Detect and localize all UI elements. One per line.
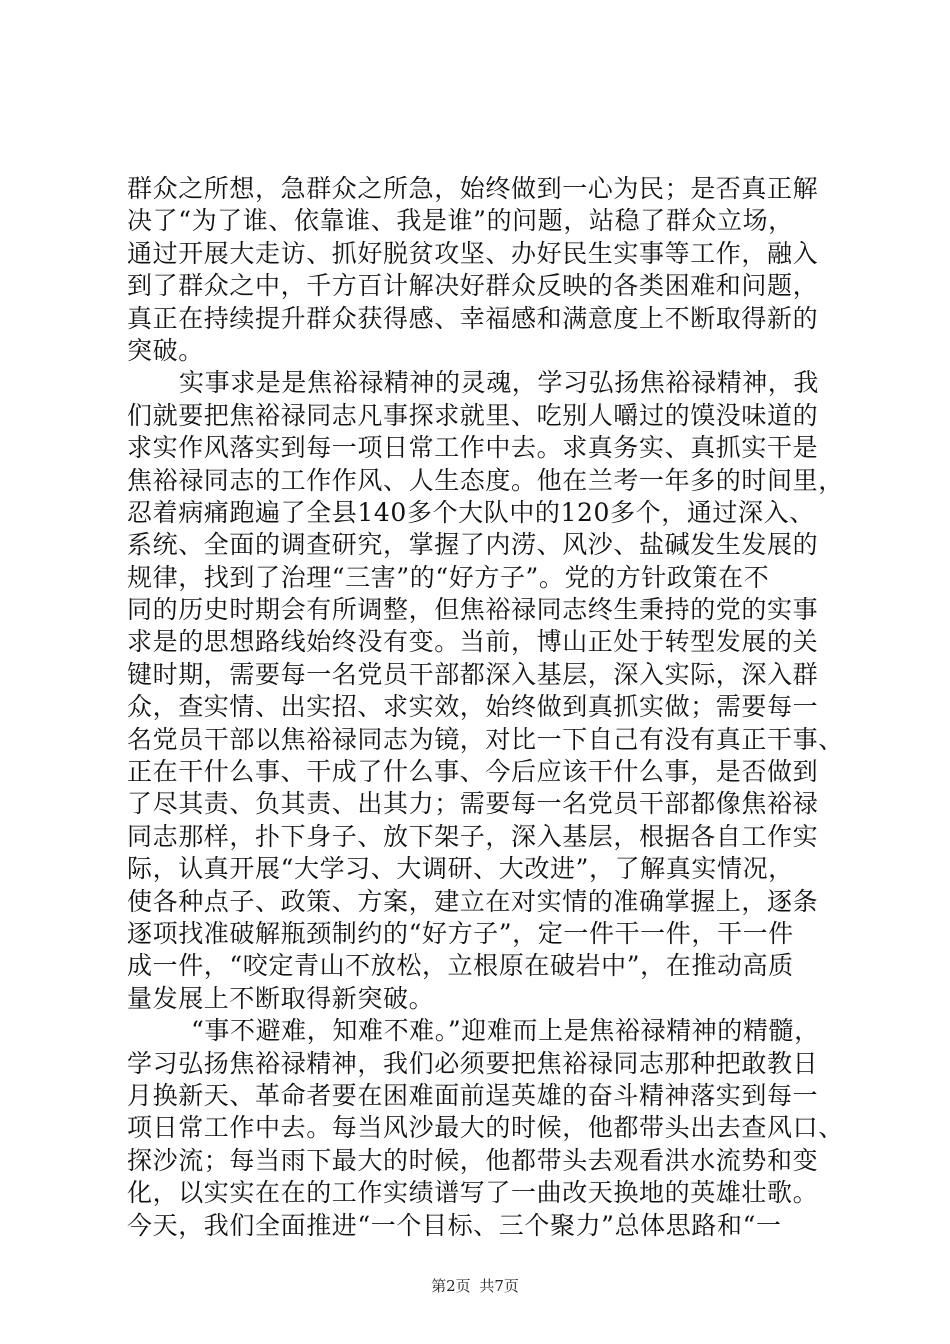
text-line: 突破。 (127, 335, 204, 365)
text-line: 探沙流；每当雨下最大的时候，他都带头去观看洪水流势和变 (127, 1145, 819, 1175)
paragraph-start-line: “事不避难，知难不难。”迎难而上是焦裕禄精神的精髓， (191, 1016, 820, 1046)
text-line: 们就要把焦裕禄同志凡事探求就里、吃别人嚼过的馍没味道的 (127, 400, 819, 430)
text-line: 学习弘扬焦裕禄精神，我们必须要把焦裕禄同志那种把敢教日 (127, 1048, 819, 1078)
text-line: 逐项找准破解瓶颈制约的“好方子”，定一件干一件，干一件 (127, 918, 794, 948)
page-number: 第2页 (431, 1277, 471, 1295)
text-line: 焦裕禄同志的工作作风、人生态度。他在兰考一年多的时间里， (127, 465, 844, 495)
document-body (127, 173, 844, 1242)
text-line: 同志那样，扑下身子、放下架子，深入基层，根据各自工作实 (127, 821, 819, 851)
text-line: 今天，我们全面推进“一个目标、三个聚力”总体思路和“一 (127, 1210, 782, 1240)
text-line: 际，认真开展“大学习、大调研、大改进”，了解真实情况， (127, 854, 794, 884)
text-line: 成一件，“咬定青山不放松，立根原在破岩中”，在推动高质 (127, 951, 794, 981)
text-line: 键时期，需要每一名党员干部都深入基层，深入实际，深入群 (127, 659, 819, 689)
text-line: 月换新天、革命者要在困难面前逞英雄的奋斗精神落实到每一 (127, 1080, 819, 1110)
text-line: 求是的思想路线始终没有变。当前，博山正处于转型发展的关 (127, 627, 819, 657)
text-line: 群众之所想，急群众之所急，始终做到一心为民；是否真正解 (127, 174, 819, 203)
text-line: 众，查实情、出实招、求实效，始终做到真抓实做；需要每一 (127, 692, 819, 722)
text-line: 正在干什么事、干成了什么事、今后应该干什么事，是否做到 (127, 757, 819, 787)
text-line: 规律，找到了治理“三害”的“好方子”。党的方针政策在不 (127, 562, 770, 592)
text-line: 求实作风落实到每一项日常工作中去。求真务实、真抓实干是 (127, 433, 819, 463)
text-line: 忍着病痛跑遍了全县140多个大队中的120多个，通过深入、 (127, 497, 815, 527)
text-line: 项日常工作中去。每当风沙最大的时候，他都带头出去查风口、 (127, 1113, 844, 1143)
text-line: 使各种点子、政策、方案，建立在对实情的准确掌握上，逐条 (127, 886, 819, 916)
text-line: 到了群众之中，千方百计解决好群众反映的各类困难和问题， (127, 271, 819, 301)
text-line: 通过开展大走访、抓好脱贫攻坚、办好民生实事等工作，融入 (127, 238, 819, 268)
text-line: 了尽其责、负其责、出其力；需要每一名党员干部都像焦裕禄 (127, 789, 819, 819)
text-line: 名党员干部以焦裕禄同志为镜，对比一下自己有没有真正干事、 (127, 724, 844, 754)
text-line: 化，以实实在在的工作实绩谱写了一曲改天换地的英雄壮歌。 (127, 1178, 819, 1208)
text-line: 同的历史时期会有所调整，但焦裕禄同志终生秉持的党的实事 (127, 595, 819, 625)
text-line: 量发展上不断取得新突破。 (127, 983, 435, 1013)
text-line: 真正在持续提升群众获得感、幸福感和满意度上不断取得新的 (127, 303, 819, 333)
text-line: 系统、全面的调查研究，掌握了内涝、风沙、盐碱发生发展的 (127, 530, 819, 560)
text-line: 决了“为了谁、依靠谁、我是谁”的问题，站稳了群众立场， (127, 206, 794, 236)
page-footer (0, 1276, 950, 1296)
paragraph-start-line: 实事求是是焦裕禄精神的灵魂，学习弘扬焦裕禄精神，我 (179, 368, 820, 398)
page-total: 共7页 (479, 1277, 519, 1295)
